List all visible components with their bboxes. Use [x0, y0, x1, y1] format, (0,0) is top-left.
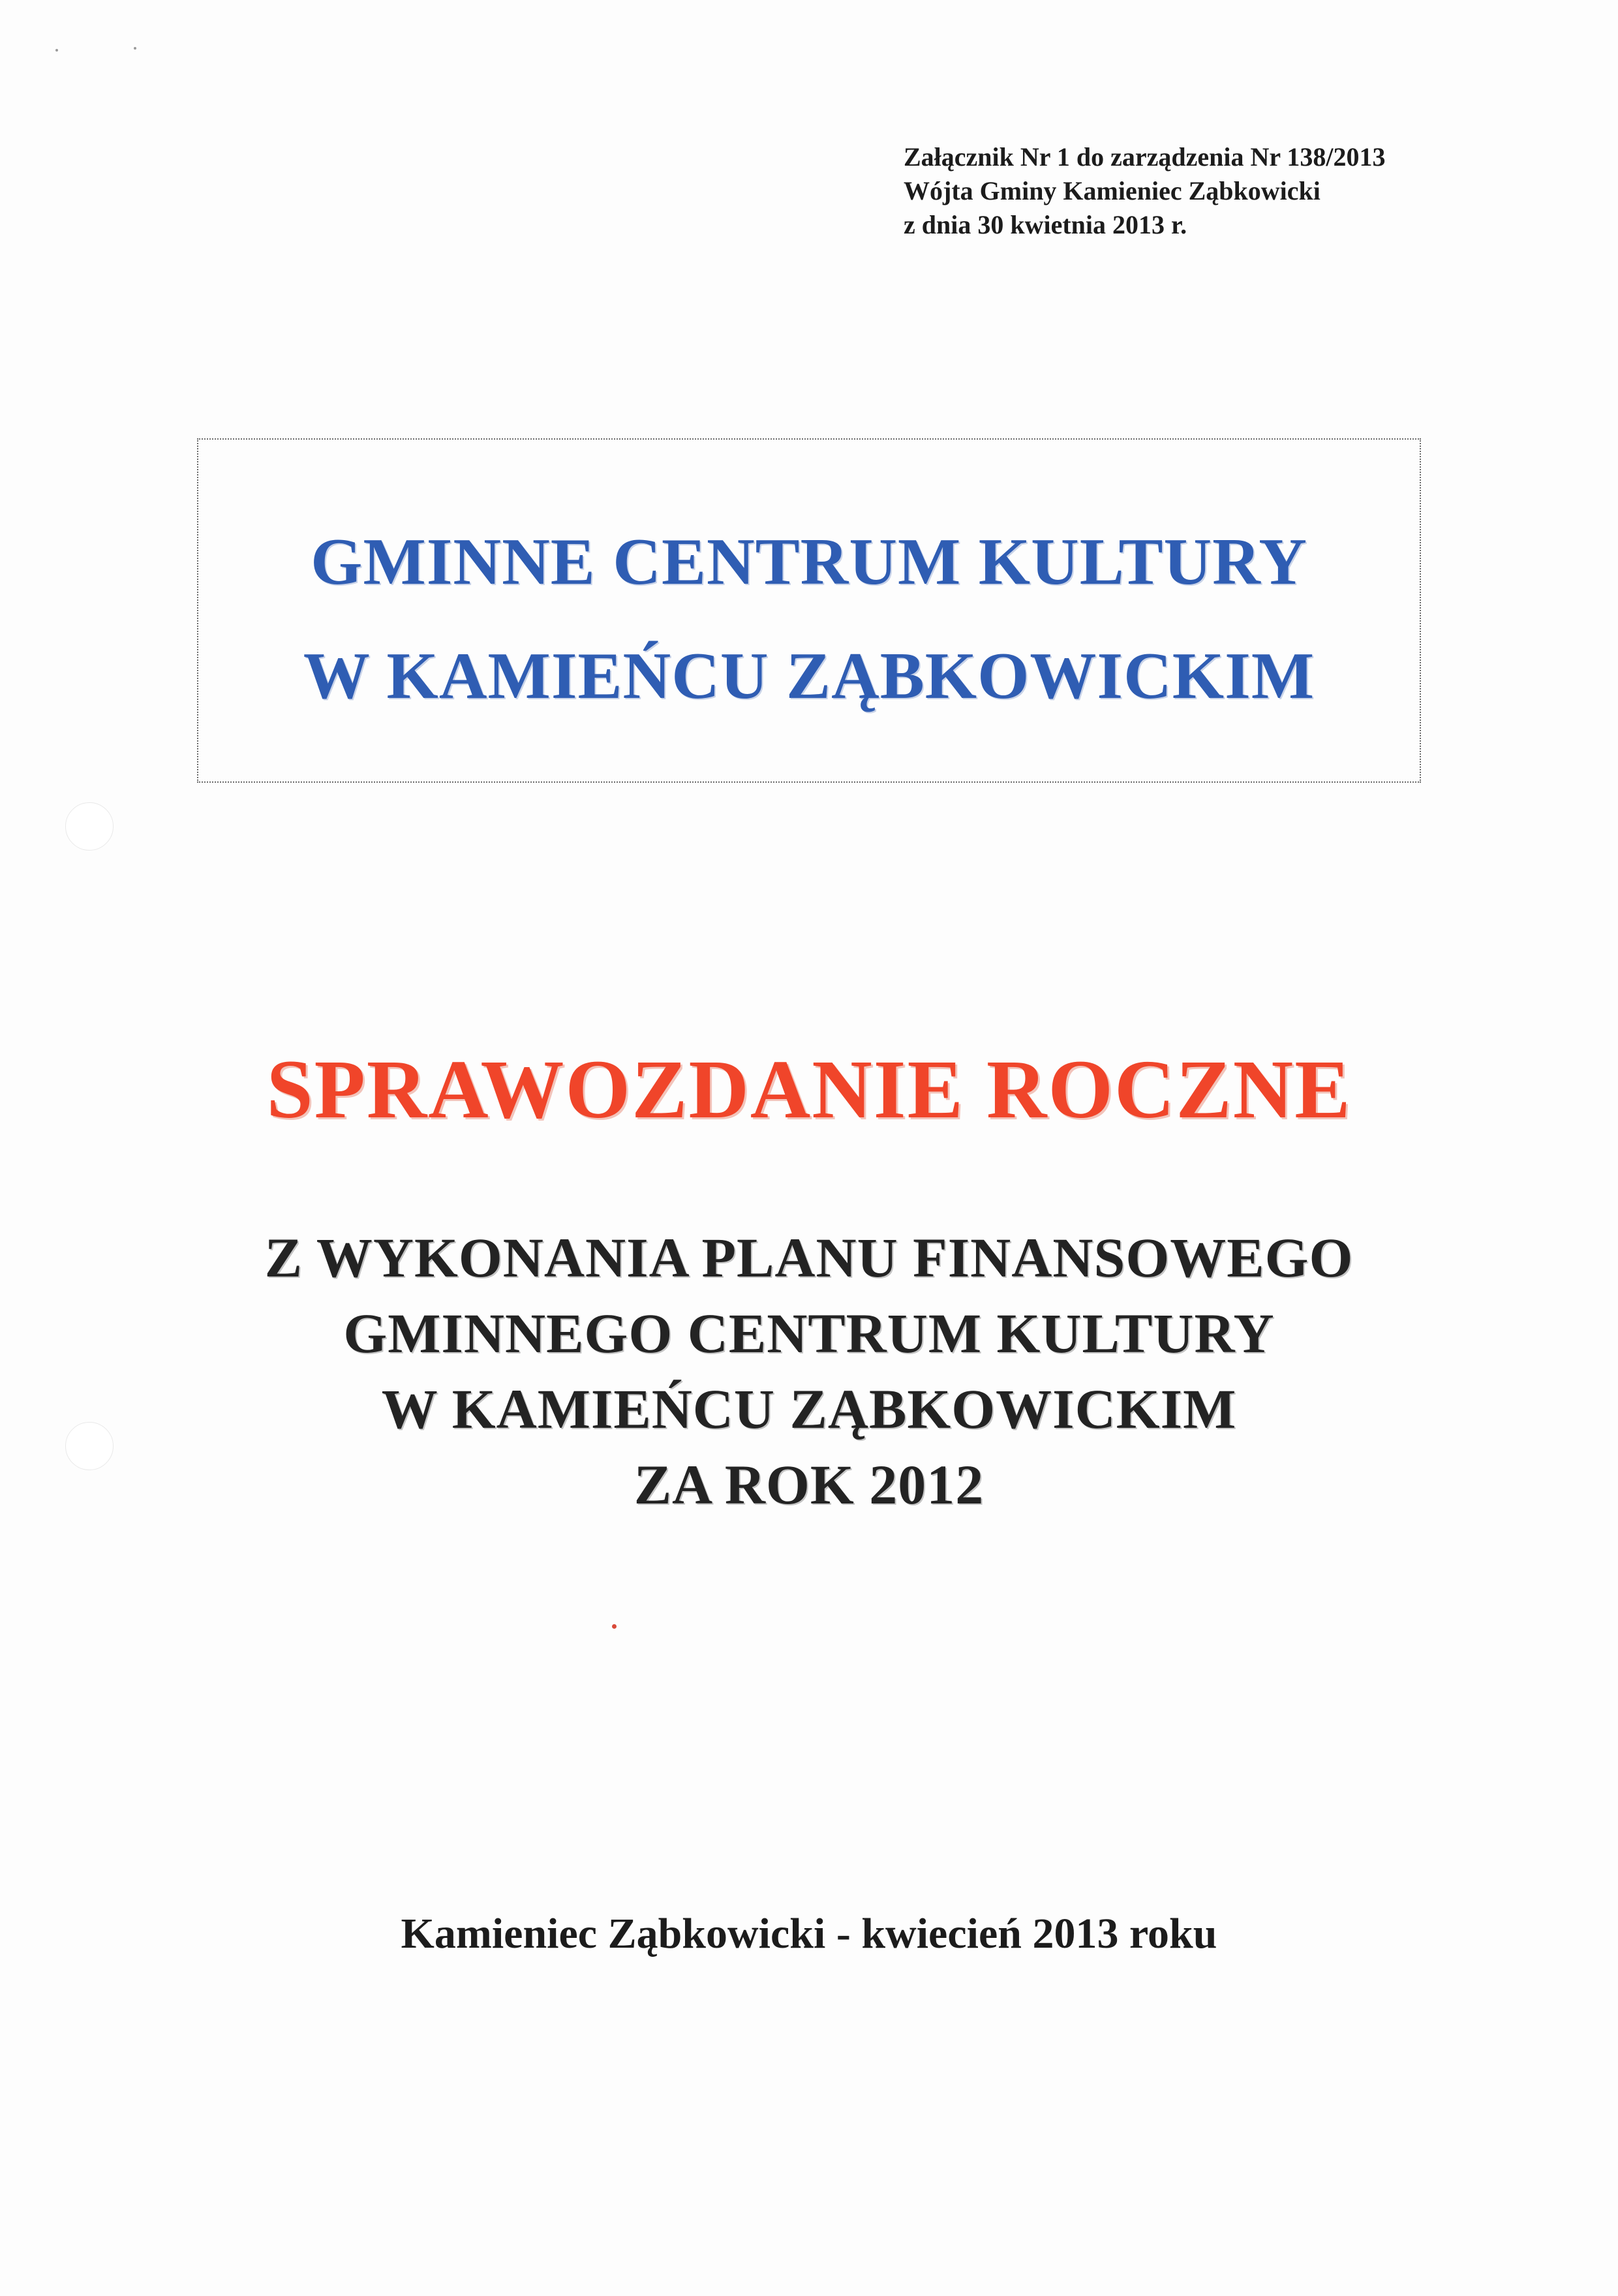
- subtitle-line: Z WYKONANIA PLANU FINANSOWEGO: [264, 1226, 1354, 1289]
- subtitle-line: GMINNEGO CENTRUM KULTURY: [343, 1302, 1275, 1365]
- scan-speck: [612, 1624, 617, 1629]
- annex-reference: [904, 140, 1491, 242]
- report-subtitle: [0, 1220, 1618, 1522]
- subtitle-line: ZA ROK 2012: [633, 1453, 985, 1516]
- institution-name: [198, 505, 1420, 733]
- scan-hole-1: [65, 802, 114, 851]
- annex-line-2: Wójta Gminy Kamieniec Ząbkowicki: [904, 176, 1320, 205]
- scan-speck: [134, 47, 136, 50]
- place-and-date: Kamieniec Ząbkowicki - kwiecień 2013 roku: [401, 1910, 1217, 1957]
- scan-speck: [55, 49, 58, 52]
- institution-line-2: W KAMIEŃCU ZĄBKOWICKIM: [303, 639, 1315, 713]
- institution-box: [197, 438, 1421, 783]
- annex-line-3: z dnia 30 kwietnia 2013 r.: [904, 210, 1187, 239]
- report-title: SPRAWOZDANIE ROCZNE: [266, 1043, 1352, 1136]
- institution-line-1: GMINNE CENTRUM KULTURY: [311, 525, 1307, 599]
- annex-line-1: Załącznik Nr 1 do zarządzenia Nr 138/2013: [904, 142, 1386, 172]
- subtitle-line: W KAMIEŃCU ZĄBKOWICKIM: [381, 1378, 1237, 1440]
